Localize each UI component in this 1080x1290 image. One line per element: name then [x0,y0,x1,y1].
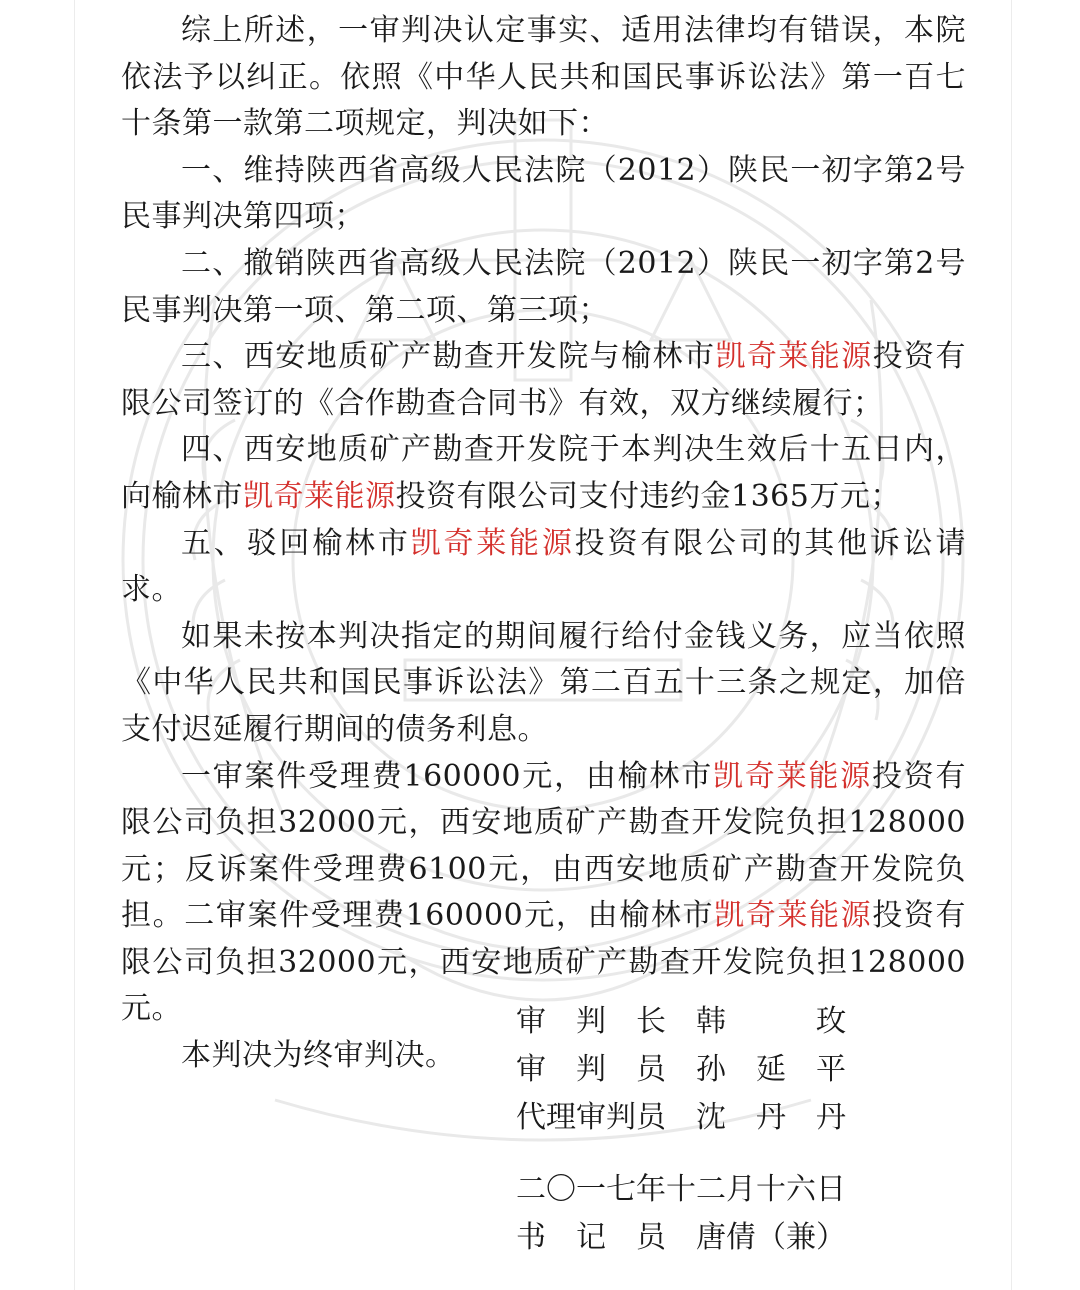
paragraph-item-2 [121,241,966,334]
judge-title-char: 员 [636,1052,666,1087]
clerk-title-char: 记 [576,1220,606,1255]
paragraph-court-fees [121,754,966,1034]
paragraph-text-segment: 综上所述，一审判决认定事实、适用法律均有错误，本院依法予以纠正。依照《中华人民共和国民事诉讼法》第一百七十条第一款第二项规定，判决如下： [121,13,966,142]
highlighted-company-name: 凯奇莱能源 [410,525,575,561]
paragraph-item-3 [121,334,966,427]
judge-name-char: 平 [816,1052,846,1087]
highlighted-company-name: 凯奇莱能源 [713,758,872,794]
paragraph-text-segment: 投资有限公司签订的《合作勘查合同书》有效，双方继续履行； [121,339,966,421]
clerk-row [516,1214,846,1262]
document-page [74,0,1012,1290]
highlighted-company-name: 凯奇莱能源 [714,898,873,934]
clerk-name: 唐倩（兼） [696,1220,846,1255]
judge-title-char: 判 [576,1052,606,1087]
paragraph-text-segment: 一、维持陕西省高级人民法院（2012）陕民一初字第2号民事判决第四项； [121,152,966,235]
judgment-text [121,8,966,1080]
highlighted-company-name: 凯奇莱能源 [715,339,873,375]
chief-judge-name-char: 玫 [816,1004,846,1039]
paragraph-item-5 [121,521,966,614]
paragraph-text-segment: 投资有限公司支付违约金1365万元； [395,478,901,514]
paragraph-text-segment: 二、撤销陕西省高级人民法院（2012）陕民一初字第2号民事判决第一项、第二项、第三项； [121,245,966,328]
highlighted-company-name: 凯奇莱能源 [243,478,396,514]
paragraph-text-segment: 投资有限公司的其他诉讼请求。 [121,525,967,608]
paragraph-text-segment: 投资有限公司负担32000元，西安地质矿产勘查开发院负担128000元。 [121,898,967,1027]
judge-name-char: 延 [756,1052,786,1087]
paragraph-text-segment: 本判决为终审判决。 [181,1038,456,1074]
paragraph-text-segment: 四、西安地质矿产勘查开发院于本判决生效后十五日内，向榆林市 [121,432,966,514]
paragraph-item-1 [121,148,966,241]
judge-title-char: 审 [516,1052,546,1087]
acting-judge-name-char: 丹 [756,1100,786,1135]
paragraph-enforcement-note [121,614,966,754]
judgment-date: 二〇一七年十二月十六日 [516,1172,846,1207]
chief-judge-row [516,998,846,1046]
paragraph-conclusion [121,8,966,148]
paragraph-text-segment: 三、西安地质矿产勘查开发院与榆林市 [181,339,716,375]
clerk-title-char: 书 [516,1220,546,1255]
chief-judge-title-char: 判 [576,1004,606,1039]
chief-judge-name-char: 韩 [696,1004,726,1039]
judge-name-char: 孙 [696,1052,726,1087]
acting-judge-name-char: 沈 [696,1100,726,1135]
paragraph-text-segment: 投资有限公司负担32000元，西安地质矿产勘查开发院负担128000元；反诉案件受理费6100元，由西安地质矿产勘查开发院负担。二审案件受理费160000元，由榆林市 [121,758,967,934]
chief-judge-title-char: 长 [636,1004,666,1039]
clerk-title-char: 员 [636,1220,666,1255]
paragraph-text-segment: 如果未按本判决指定的期间履行给付金钱义务，应当依照《中华人民共和国民事诉讼法》第二百五十三条之规定，加倍支付迟延履行期间的债务利息。 [121,618,966,747]
judge-row [516,1046,846,1094]
paragraph-text-segment: 一审案件受理费160000元，由榆林市 [181,758,714,794]
paragraph-text-segment: 五、驳回榆林市 [181,525,411,561]
acting-judge-name-char: 丹 [816,1100,846,1135]
acting-judge-row [516,1094,846,1142]
paragraph-item-4 [121,427,966,520]
chief-judge-title-char: 审 [516,1004,546,1039]
acting-judge-title: 代理审判员 [516,1100,666,1135]
